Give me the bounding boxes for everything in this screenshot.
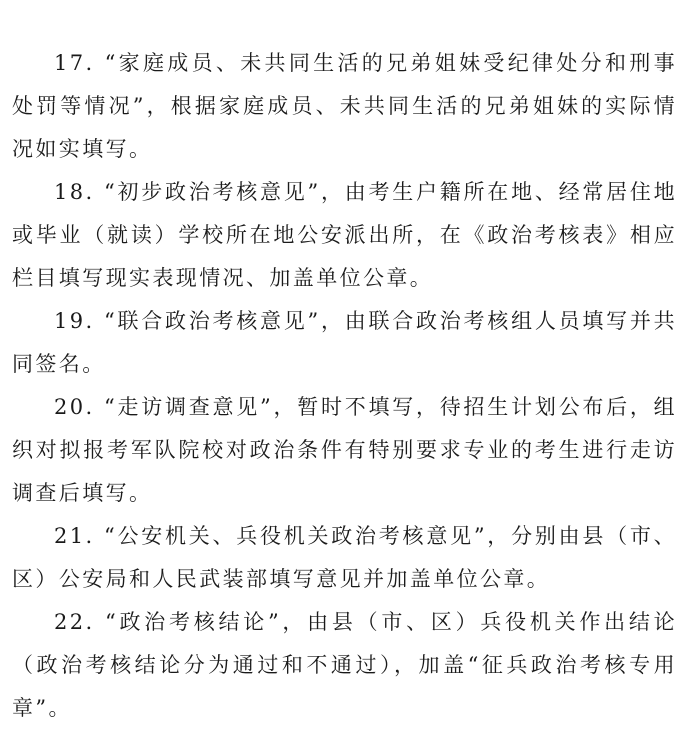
- item-17-paragraph: 17. “家庭成员、未共同生活的兄弟姐妹受纪律处分和刑事处罚等情况”，根据家庭成员、未共同生活的兄弟姐妹的实际情况如实填写。: [12, 51, 677, 161]
- item-19-paragraph: 19. “联合政治考核意见”，由联合政治考核组人员填写并共同签名。: [12, 309, 677, 376]
- item-18-paragraph: 18. “初步政治考核意见”，由考生户籍所在地、经常居住地或毕业（就读）学校所在地公安派出所，在《政治考核表》相应栏目填写现实表现情况、加盖单位公章。: [12, 180, 677, 290]
- item-22-paragraph: 22. “政治考核结论”，由县（市、区）兵役机关作出结论（政治考核结论分为通过和不通过），加盖“征兵政治考核专用章”。: [12, 610, 677, 720]
- item-20-paragraph: 20. “走访调查意见”，暂时不填写，待招生计划公布后，组织对拟报考军队院校对政治条件有特别要求专业的考生进行走访调查后填写。: [12, 395, 677, 505]
- item-21-paragraph: 21. “公安机关、兵役机关政治考核意见”，分别由县（市、区）公安局和人民武装部填写意见并加盖单位公章。: [12, 524, 677, 591]
